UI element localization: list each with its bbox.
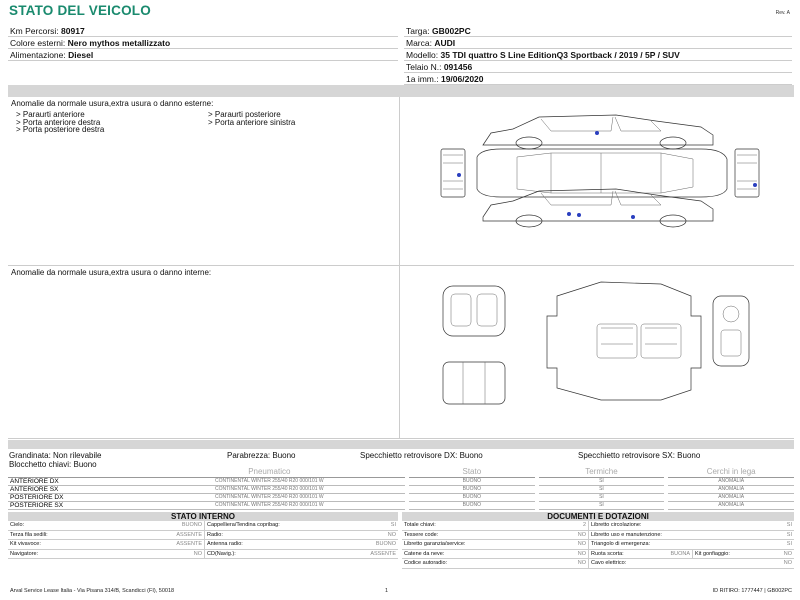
- tyre-rim: ANOMALIA: [668, 485, 794, 493]
- field-label: Alimentazione:: [10, 50, 66, 60]
- damage-item: > Paraurti posteriore: [208, 110, 281, 119]
- tyres-table: [8, 467, 794, 510]
- footer-company: Arval Service Lease Italia - Via Pisana 314/B, Scandicci (FI), 50018: [10, 588, 175, 594]
- tyre-state: BUONO: [409, 485, 535, 493]
- col-stato: Stato: [409, 467, 535, 477]
- documents-title: DOCUMENTI E DOTAZIONI: [402, 512, 794, 521]
- vehicle-info-left: [8, 25, 398, 61]
- interior-cabin: [547, 282, 701, 400]
- external-damage-list: [8, 97, 400, 265]
- table-row: [402, 521, 794, 531]
- field-value: BUONA: [670, 550, 690, 557]
- damage-marker: [457, 173, 461, 177]
- page-title: STATO DEL VEICOLO: [9, 3, 151, 18]
- car-front-view: [441, 149, 465, 197]
- field-label: Codice autoradio:: [404, 560, 448, 566]
- vehicle-field: [404, 25, 792, 37]
- tyre-rim: ANOMALIA: [668, 501, 794, 509]
- field-value: ASSENTE: [370, 550, 396, 557]
- vehicle-field: [404, 73, 792, 85]
- field-value: NO: [577, 550, 586, 557]
- table-row: [8, 501, 794, 509]
- field-label: Cappelliera/Tendina copribag:: [207, 522, 280, 528]
- footer-page-number: 1: [385, 588, 389, 594]
- field-value: SI: [786, 541, 792, 547]
- field-value: Nero mythos metallizzato: [67, 38, 171, 48]
- damage-item: > Porta posteriore destra: [16, 125, 105, 134]
- col-pneumatico: Pneumatico: [134, 467, 405, 477]
- damage-marker: [631, 215, 635, 219]
- table-row: [8, 521, 398, 531]
- field-label: Triangolo di emergenza:: [591, 541, 651, 547]
- car-interior-diagram: [401, 266, 794, 438]
- tyre-model: CONTINENTAL WINTER 255/40 R20 000/101 W: [134, 501, 405, 509]
- internal-damage-list: [8, 266, 400, 438]
- car-rear-view: [735, 149, 759, 197]
- field-label: Tessere code:: [404, 531, 439, 538]
- revision-label: Rev. A: [775, 10, 790, 16]
- damage-item: > Paraurti anteriore: [16, 110, 85, 119]
- table-row: [402, 531, 794, 541]
- field-value: GB002PC: [432, 26, 471, 36]
- field-label: Kit gonfiaggio:: [695, 550, 730, 557]
- vehicle-field: [8, 37, 398, 49]
- field-label: Antenna radio:: [207, 541, 243, 547]
- mirror-sx-status: Specchietto retrovisore SX: Buono: [578, 451, 701, 460]
- external-damage-heading: Anomalie da normale usura,extra usura o danno esterne:: [11, 99, 214, 108]
- vehicle-field: [404, 61, 792, 73]
- field-label: 1a imm.:: [406, 74, 439, 84]
- parabrezza-status: Parabrezza: Buono: [227, 451, 296, 460]
- field-label: Telaio N.:: [406, 62, 442, 72]
- tyre-position: POSTERIORE DX: [8, 493, 134, 501]
- tyres-header-row: [8, 467, 794, 477]
- field-value: NO: [193, 550, 202, 557]
- table-row: [8, 485, 794, 493]
- grandinata-status: Grandinata: Non rilevabile: [9, 451, 102, 460]
- field-value: SI: [786, 522, 792, 528]
- tyre-winter: SI: [539, 477, 665, 485]
- field-value: BUONO: [181, 522, 202, 528]
- col-cerchi: Cerchi in lega: [668, 467, 794, 477]
- field-label: CD(Navig.):: [207, 550, 236, 557]
- damage-item: > Porta anteriore destra: [16, 117, 101, 127]
- vehicle-field: [8, 49, 398, 61]
- field-label: Totale chiavi:: [404, 522, 436, 528]
- car-profile-bottom: [483, 189, 713, 227]
- damage-marker: [577, 213, 581, 217]
- field-value: NO: [577, 541, 586, 547]
- field-value: NO: [783, 560, 792, 566]
- tyre-position: ANTERIORE DX: [8, 477, 134, 485]
- table-row: [402, 550, 794, 560]
- table-row: [402, 559, 794, 569]
- tyre-winter: SI: [539, 501, 665, 509]
- field-value: NO: [577, 531, 586, 538]
- tyre-winter: SI: [539, 485, 665, 493]
- tyre-winter: SI: [539, 493, 665, 501]
- vehicle-info-right: [404, 25, 792, 85]
- damage-item: > Porta anteriore sinistra: [208, 117, 296, 127]
- external-damage-section: [8, 97, 794, 266]
- field-value: BUONO: [375, 541, 396, 547]
- internal-damage-heading: Anomalie da normale usura,extra usura o danno interne:: [11, 268, 212, 277]
- footer-reference: ID RITIRO: 1777447 | GB002PC: [712, 588, 792, 594]
- tyre-model: CONTINENTAL WINTER 255/40 R20 000/101 W: [134, 485, 405, 493]
- field-value: 35 TDI quattro S Line EditionQ3 Sportback / 2019 / 5P / SUV: [440, 50, 680, 60]
- blocchetto-status: Blocchetto chiavi: Buono: [9, 460, 97, 469]
- field-value: Diesel: [68, 50, 94, 60]
- tyre-state: BUONO: [409, 477, 535, 485]
- field-label: Marca:: [406, 38, 432, 48]
- vehicle-field: [8, 25, 398, 37]
- mirror-dx-status: Specchietto retrovisore DX: Buono: [360, 451, 483, 460]
- documents-panel: [402, 512, 794, 567]
- tyre-model: CONTINENTAL WINTER 255/40 R20 000/101 W: [134, 493, 405, 501]
- interior-dashboard: [713, 296, 749, 366]
- field-value: 091456: [443, 62, 473, 72]
- field-value: 19/06/2020: [440, 74, 484, 84]
- field-value: 2: [582, 522, 586, 528]
- tyre-state: BUONO: [409, 501, 535, 509]
- table-row: [8, 493, 794, 501]
- field-value: ASSENTE: [176, 531, 202, 538]
- field-label: Km Percorsi:: [10, 26, 59, 36]
- field-label: Catene da neve:: [404, 550, 445, 557]
- tyre-position: ANTERIORE SX: [8, 485, 134, 493]
- interior-rear-bench: [443, 362, 505, 404]
- field-label: Radio:: [207, 531, 223, 538]
- car-exterior-diagram: [401, 97, 794, 265]
- field-label: Libretto garanzia/service:: [404, 541, 466, 547]
- tyre-model: CONTINENTAL WINTER 255/40 R20 000/101 W: [134, 477, 405, 485]
- field-value: AUDI: [434, 38, 456, 48]
- car-interior-diagram-svg: [401, 266, 794, 439]
- vehicle-field: [404, 37, 792, 49]
- field-label: Libretto circolazione:: [591, 522, 642, 528]
- field-value: 80917: [61, 26, 85, 36]
- field-value: NO: [387, 531, 396, 538]
- interior-front-seats: [443, 286, 505, 336]
- field-value: NO: [577, 560, 586, 566]
- tyre-rim: ANOMALIA: [668, 493, 794, 501]
- damage-marker: [753, 183, 757, 187]
- field-value: ASSENTE: [176, 541, 202, 547]
- interior-status-panel: [8, 512, 398, 567]
- section-divider: [8, 440, 794, 449]
- table-row: [8, 477, 794, 485]
- table-row: [8, 550, 398, 560]
- table-row: [402, 540, 794, 550]
- vehicle-field: [404, 49, 792, 61]
- field-label: Cavo elettrico:: [591, 560, 627, 566]
- damage-items: [8, 108, 399, 134]
- damage-marker: [595, 131, 599, 135]
- car-top-view: [477, 149, 727, 197]
- field-value: SI: [390, 522, 396, 528]
- field-label: Cielo:: [10, 522, 25, 528]
- col-termiche: Termiche: [539, 467, 665, 477]
- field-label: Colore esterni:: [10, 38, 66, 48]
- table-row: [8, 540, 398, 550]
- damage-marker: [567, 212, 571, 216]
- field-label: Targa:: [406, 26, 430, 36]
- field-label: Terza fila sedili:: [10, 531, 48, 538]
- field-label: Modello:: [406, 50, 439, 60]
- field-label: Libretto uso e manutenzione:: [591, 531, 662, 538]
- field-label: Ruota scorta:: [591, 550, 624, 557]
- field-value: SI: [786, 531, 792, 538]
- tyre-position: POSTERIORE SX: [8, 501, 134, 509]
- table-row: [8, 531, 398, 541]
- section-divider: [8, 85, 794, 97]
- field-value: NO: [783, 550, 792, 557]
- interior-status-title: STATO INTERNO: [8, 512, 398, 521]
- tyre-state: BUONO: [409, 493, 535, 501]
- tyre-rim: ANOMALIA: [668, 477, 794, 485]
- field-label: Navigatore:: [10, 550, 39, 557]
- field-label: Kit vivavoce:: [10, 541, 41, 547]
- internal-damage-section: [8, 266, 794, 439]
- car-exterior-diagram-svg: [401, 97, 794, 266]
